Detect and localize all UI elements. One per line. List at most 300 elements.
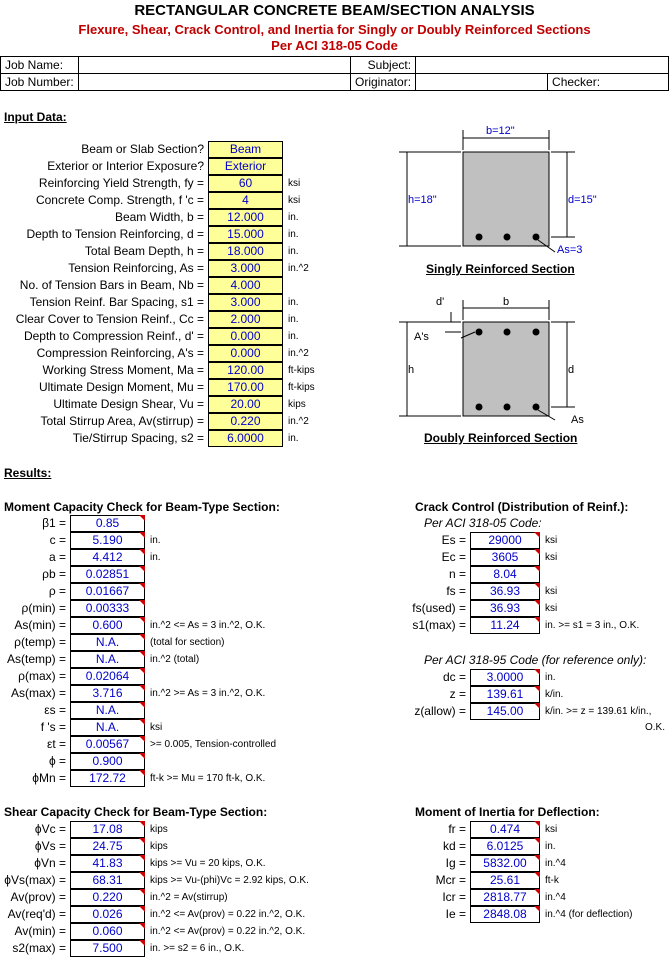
comment-marker-icon — [139, 634, 145, 640]
crack-row-label: fs(used) = — [412, 601, 466, 615]
input-row-label: Beam or Slab Section? — [81, 142, 204, 156]
comment-marker-icon — [139, 838, 145, 844]
inertia-row-value-text: 2818.77 — [483, 890, 527, 904]
checker-cell[interactable] — [548, 74, 669, 91]
shear-row-value-text: 0.026 — [92, 907, 123, 921]
rebar-circle — [476, 404, 483, 411]
crack-row-note: ksi — [545, 603, 558, 614]
crack-row-label: n = — [448, 567, 466, 581]
input-row-value-text: 170.00 — [227, 380, 264, 394]
crack-ref-row-note: k/in. >= z = 139.61 k/in., — [545, 706, 652, 717]
input-row-value-text: 4.000 — [230, 278, 261, 292]
input-row-value[interactable] — [208, 260, 283, 277]
moment-row-label: ρb = — [42, 567, 66, 581]
crack-ref-row-value-text: 3.0000 — [486, 670, 524, 684]
comment-marker-icon — [139, 583, 145, 589]
rebar-circle — [533, 234, 540, 241]
shear-row-value — [70, 889, 145, 906]
moment-row-note: in.^2 >= As = 3 in.^2, O.K. — [150, 688, 266, 699]
comment-marker-icon — [139, 889, 145, 895]
comment-marker-icon — [139, 651, 145, 657]
diagram2-h-label: h — [408, 364, 415, 376]
input-row-label: No. of Tension Bars in Beam, Nb = — [19, 278, 204, 292]
moment-row-value — [70, 583, 145, 600]
comment-marker-icon — [534, 889, 540, 895]
input-row-label: Exterior or Interior Exposure? — [47, 159, 204, 173]
comment-marker-icon — [534, 583, 540, 589]
moment-row-label: ρ(temp) = — [14, 635, 66, 649]
moment-row-value-text: 4.412 — [92, 550, 123, 564]
crack-row-value-text: 3605 — [491, 550, 519, 564]
inertia-row-note: in. — [545, 841, 556, 852]
input-row-value[interactable] — [208, 413, 283, 430]
doubly-reinforced-diagram — [395, 294, 595, 434]
crack-ref-row-label: z = — [449, 687, 466, 701]
moment-row-label: εt = — [46, 737, 66, 751]
input-row-value-text: Beam — [229, 142, 262, 156]
diagram1-d-label: d=15" — [568, 194, 597, 206]
moment-row-value-text: N.A. — [95, 720, 120, 734]
comment-marker-icon — [534, 549, 540, 555]
comment-marker-icon — [534, 566, 540, 572]
moment-row-note: >= 0.005, Tension-controlled — [150, 739, 277, 750]
shear-row-note: kips >= Vu-(phi)Vc = 2.92 kips, O.K. — [150, 875, 309, 886]
shear-row-note: in.^2 <= Av(prov) = 0.22 in.^2, O.K. — [150, 926, 306, 937]
crack-ok-note: O.K. — [645, 722, 666, 733]
job-header — [0, 56, 669, 91]
crack-row-note: ksi — [545, 586, 558, 597]
moment-row-note: ksi — [150, 722, 163, 733]
moment-row-note: in.^2 (total) — [150, 654, 200, 665]
shear-row-note: in.^2 <= Av(prov) = 0.22 in.^2, O.K. — [150, 909, 306, 920]
comment-marker-icon — [139, 906, 145, 912]
rebar-circle — [533, 329, 540, 336]
input-row-unit: in. — [288, 212, 299, 223]
inertia-row-note: ft-k — [545, 875, 559, 886]
shear-row-value-text: 0.220 — [92, 890, 123, 904]
moment-row-label: As(temp) = — [6, 652, 66, 666]
input-row-value[interactable] — [208, 192, 283, 209]
inertia-row-value-text: 25.61 — [489, 873, 521, 887]
crack-sub1: Per ACI 318-05 Code: — [424, 516, 542, 530]
shear-row-label: ϕVs = — [34, 839, 66, 853]
input-row-value[interactable] — [208, 175, 283, 192]
crack-row-value-text: 8.04 — [493, 567, 517, 581]
input-row-value[interactable] — [208, 209, 283, 226]
input-row-value-text: Exterior — [224, 159, 267, 173]
moment-row-label: a = — [48, 550, 66, 564]
shear-row-value — [70, 906, 145, 923]
code-reference: Per ACI 318-05 Code — [271, 38, 398, 53]
input-row-value[interactable] — [208, 396, 283, 413]
crack-heading: Crack Control (Distribution of Reinf.): — [415, 500, 629, 514]
crack-ref-row-value-text: 139.61 — [486, 687, 524, 701]
comment-marker-icon — [534, 703, 540, 709]
diagram2-d-label: d — [568, 364, 575, 376]
crack-row-value-text: 29000 — [488, 533, 522, 547]
input-row-label: Tie/Stirrup Spacing, s2 = — [72, 431, 204, 445]
input-row-value[interactable] — [208, 226, 283, 243]
shear-row-value-text: 68.31 — [92, 873, 123, 887]
crack-ref-row-value-text: 145.00 — [486, 704, 524, 718]
moment-row-value — [70, 702, 145, 719]
crack-ref-row-value — [470, 686, 540, 703]
input-heading: Input Data: — [4, 110, 67, 124]
moment-row-note: in. — [150, 552, 161, 563]
input-row-unit: ksi — [288, 195, 301, 206]
comment-marker-icon — [139, 719, 145, 725]
moment-row-value-text: 172.72 — [89, 771, 126, 785]
moment-row-label: f 's = — [40, 720, 66, 734]
inertia-row-value — [470, 838, 540, 855]
moment-row-value — [70, 600, 145, 617]
shear-row-label: ϕVc = — [34, 822, 66, 836]
input-row-value[interactable] — [208, 141, 283, 158]
shear-row-value — [70, 855, 145, 872]
shear-row-note: in.^2 = Av(stirrup) — [150, 892, 228, 903]
moment-row-value-text: 5.190 — [92, 533, 123, 547]
inertia-row-label: Mcr = — [435, 873, 466, 887]
comment-marker-icon — [534, 600, 540, 606]
moment-row-label: ρ(min) = — [21, 601, 66, 615]
comment-marker-icon — [139, 532, 145, 538]
job-number-field[interactable] — [79, 74, 351, 91]
crack-ref-row-note: in. — [545, 672, 556, 683]
shear-row-value — [70, 923, 145, 940]
inertia-row-note: in.^4 — [545, 858, 566, 869]
input-row-unit: in.^2 — [288, 263, 309, 274]
shear-row-value — [70, 872, 145, 889]
moment-row-value — [70, 634, 145, 651]
moment-row-value-text: 0.01667 — [85, 584, 130, 598]
comment-marker-icon — [534, 617, 540, 623]
crack-sub2: Per ACI 318-95 Code (for reference only): — [424, 653, 647, 667]
moment-row-value-text: N.A. — [95, 652, 120, 666]
comment-marker-icon — [139, 940, 145, 946]
input-row-value-text: 15.000 — [227, 227, 264, 241]
moment-row-value-text: N.A. — [95, 703, 120, 717]
comment-marker-icon — [534, 906, 540, 912]
comment-marker-icon — [139, 770, 145, 776]
inertia-heading: Moment of Inertia for Deflection: — [415, 805, 600, 819]
input-row-value-text: 12.000 — [227, 210, 264, 224]
shear-row-note: kips >= Vu = 20 kips, O.K. — [150, 858, 266, 869]
diagram2-aps-label: A's — [414, 331, 429, 343]
input-row-value-text: 3.000 — [230, 295, 261, 309]
input-row-unit: ft-kips — [288, 382, 315, 393]
input-row-value-text: 2.000 — [230, 312, 261, 326]
shear-row-value-text: 17.08 — [92, 822, 123, 836]
input-row-label: Tension Reinforcing, As = — [68, 261, 204, 275]
page-subtitle: Flexure, Shear, Crack Control, and Inertia for Singly or Doubly Reinforced Sections — [78, 22, 591, 37]
moment-row-note: ft-k >= Mu = 170 ft-k, O.K. — [150, 773, 266, 784]
inertia-row-value-text: 5832.00 — [483, 856, 527, 870]
shear-row-note: in. >= s2 = 6 in., O.K. — [150, 943, 245, 954]
crack-row-note: in. >= s1 = 3 in., O.K. — [545, 620, 640, 631]
moment-row-value-text: 0.00333 — [85, 601, 130, 615]
comment-marker-icon — [139, 515, 145, 521]
input-row-value[interactable] — [208, 294, 283, 311]
crack-ref-row-value — [470, 703, 540, 720]
crack-ref-row-note: k/in. — [545, 689, 564, 700]
input-row-unit: in. — [288, 314, 299, 325]
input-row-value[interactable] — [208, 311, 283, 328]
comment-marker-icon — [534, 838, 540, 844]
input-row-label: Total Beam Depth, h = — [84, 244, 204, 258]
input-row-unit: in. — [288, 433, 299, 444]
rebar-circle — [504, 404, 511, 411]
comment-marker-icon — [534, 872, 540, 878]
input-row-unit: in. — [288, 331, 299, 342]
comment-marker-icon — [139, 736, 145, 742]
shear-row-value — [70, 838, 145, 855]
originator-field[interactable] — [416, 74, 548, 91]
comment-marker-icon — [139, 549, 145, 555]
shear-row-value — [70, 821, 145, 838]
comment-marker-icon — [139, 617, 145, 623]
crack-row-value — [470, 617, 540, 634]
moment-row-label: As(min) = — [14, 618, 66, 632]
moment-row-value-text: 3.716 — [92, 686, 123, 700]
crack-row-note: ksi — [545, 552, 558, 563]
page-title: RECTANGULAR CONCRETE BEAM/SECTION ANALYSIS — [134, 2, 535, 19]
input-row-value-text: 3.000 — [230, 261, 261, 275]
input-row-label: Ultimate Design Shear, Vu = — [53, 397, 204, 411]
input-row-unit: in.^2 — [288, 416, 309, 427]
input-row-label: Clear Cover to Tension Reinf., Cc = — [15, 312, 204, 326]
moment-row-value-text: 0.00567 — [85, 737, 130, 751]
moment-row-value — [70, 532, 145, 549]
input-row-value-text: 0.000 — [230, 346, 261, 360]
shear-row-label: Av(req'd) = — [7, 907, 66, 921]
moment-row-note: in. — [150, 535, 161, 546]
inertia-row-label: Icr = — [442, 890, 466, 904]
shear-row-label: ϕVn = — [34, 856, 66, 870]
inertia-row-value-text: 2848.08 — [483, 907, 527, 921]
shear-row-note: kips — [150, 841, 168, 852]
input-row-label: Concrete Comp. Strength, f 'c = — [35, 193, 204, 207]
inertia-row-note: in.^4 — [545, 892, 566, 903]
input-row-value[interactable] — [208, 345, 283, 362]
crack-row-value — [470, 549, 540, 566]
inertia-row-label: Ig = — [445, 856, 466, 870]
inertia-row-value — [470, 889, 540, 906]
crack-row-value — [470, 566, 540, 583]
inertia-row-value-text: 0.474 — [489, 822, 521, 836]
moment-row-value — [70, 719, 145, 736]
input-row-value-text: 18.000 — [227, 244, 264, 258]
diagram2-dprime-label: d' — [436, 296, 445, 308]
crack-row-label: Es = — [441, 533, 466, 547]
rebar-circle — [504, 329, 511, 336]
crack-row-label: Ec = — [441, 550, 466, 564]
moment-row-label: β1 = — [42, 516, 66, 530]
beam-section-rect — [463, 322, 549, 416]
moment-row-value — [70, 515, 145, 532]
comment-marker-icon — [139, 702, 145, 708]
input-row-label: Compression Reinforcing, A's = — [36, 346, 204, 360]
crack-row-label: fs = — [446, 584, 466, 598]
input-row-value[interactable] — [208, 158, 283, 175]
comment-marker-icon — [139, 923, 145, 929]
comment-marker-icon — [139, 600, 145, 606]
input-row-unit: in. — [288, 229, 299, 240]
moment-row-note: (total for section) — [150, 637, 225, 648]
checker-label: Checker: — [552, 75, 601, 89]
subject-field[interactable] — [416, 57, 669, 74]
shear-heading: Shear Capacity Check for Beam-Type Section: — [4, 805, 268, 819]
inertia-row-note: ksi — [545, 824, 558, 835]
input-row-label: Beam Width, b = — [114, 210, 204, 224]
moment-row-note: in.^2 <= As = 3 in.^2, O.K. — [150, 620, 266, 631]
shear-row-label: Av(min) = — [14, 924, 66, 938]
crack-row-label: s1(max) = — [412, 618, 466, 632]
crack-row-value — [470, 583, 540, 600]
shear-row-label: Av(prov) = — [10, 890, 66, 904]
input-row-value-text: 6.0000 — [227, 431, 264, 445]
inertia-row-label: fr = — [448, 822, 466, 836]
input-row-unit: ft-kips — [288, 365, 315, 376]
inertia-row-value — [470, 855, 540, 872]
input-row-label: Depth to Compression Reinf., d' = — [23, 329, 204, 343]
inertia-row-label: Ie = — [445, 907, 466, 921]
input-row-unit: in.^2 — [288, 348, 309, 359]
inertia-row-label: kd = — [442, 839, 466, 853]
moment-row-label: As(max) = — [10, 686, 66, 700]
comment-marker-icon — [139, 685, 145, 691]
job-name-label: Job Name: — [1, 57, 79, 74]
moment-row-value-text: 0.600 — [92, 618, 123, 632]
inertia-row-value — [470, 906, 540, 923]
moment-row-value — [70, 549, 145, 566]
moment-row-value — [70, 753, 145, 770]
input-row-value[interactable] — [208, 430, 283, 447]
shear-row-value — [70, 940, 145, 957]
input-row-value[interactable] — [208, 243, 283, 260]
shear-row-value-text: 0.060 — [92, 924, 123, 938]
moment-row-label: c = — [49, 533, 66, 547]
moment-row-value — [70, 566, 145, 583]
moment-row-value — [70, 770, 145, 787]
comment-marker-icon — [534, 821, 540, 827]
input-row-value-text: 4 — [242, 193, 249, 207]
rebar-circle — [533, 404, 540, 411]
moment-row-value — [70, 736, 145, 753]
input-row-label: Reinforcing Yield Strength, fy = — [38, 176, 204, 190]
inertia-row-note: in.^4 (for deflection) — [545, 909, 633, 920]
comment-marker-icon — [534, 669, 540, 675]
input-row-unit: kips — [288, 399, 306, 410]
comment-marker-icon — [139, 821, 145, 827]
shear-row-note: kips — [150, 824, 168, 835]
crack-row-note: ksi — [545, 535, 558, 546]
shear-row-value-text: 7.500 — [92, 941, 123, 955]
input-row-value-text: 120.00 — [227, 363, 264, 377]
crack-ref-row-value — [470, 669, 540, 686]
diagram1-as-label: As=3 — [557, 244, 583, 256]
inertia-row-value-text: 6.0125 — [486, 839, 524, 853]
rebar-circle — [476, 329, 483, 336]
diagram1-b-label: b=12" — [486, 125, 515, 137]
diagram2-b-label: b — [503, 296, 510, 308]
input-row-label: Ultimate Design Moment, Mu = — [38, 380, 204, 394]
comment-marker-icon — [139, 753, 145, 759]
diagram1-caption: Singly Reinforced Section — [426, 262, 575, 276]
moment-row-value-text: 0.85 — [95, 516, 120, 530]
job-number-label: Job Number: — [1, 74, 79, 91]
inertia-row-value — [470, 821, 540, 838]
input-row-label: Depth to Tension Reinforcing, d = — [26, 227, 204, 241]
moment-row-value — [70, 685, 145, 702]
diagram2-caption: Doubly Reinforced Section — [424, 431, 578, 445]
input-row-label: Total Stirrup Area, Av(stirrup) = — [40, 414, 204, 428]
input-row-value-text: 20.00 — [230, 397, 261, 411]
crack-ref-row-label: dc = — [442, 670, 466, 684]
moment-row-label: ρ(max) = — [18, 669, 66, 683]
moment-row-value — [70, 651, 145, 668]
shear-row-value-text: 41.83 — [92, 856, 123, 870]
crack-row-value — [470, 600, 540, 617]
rebar-circle — [476, 234, 483, 241]
input-row-value[interactable] — [208, 328, 283, 345]
subject-label: Subject: — [351, 57, 416, 74]
comment-marker-icon — [139, 668, 145, 674]
moment-row-label: ρ = — [48, 584, 66, 598]
rebar-circle — [504, 234, 511, 241]
moment-row-value — [70, 668, 145, 685]
comment-marker-icon — [139, 872, 145, 878]
inertia-row-value — [470, 872, 540, 889]
moment-row-label: εs = — [44, 703, 66, 717]
shear-row-label: s2(max) = — [12, 941, 66, 955]
input-row-value-text: 60 — [238, 176, 253, 190]
beam-section-rect — [463, 152, 549, 246]
crack-row-value-text: 36.93 — [489, 584, 521, 598]
job-name-field[interactable] — [79, 57, 351, 74]
input-row-value[interactable] — [208, 362, 283, 379]
input-row-label: Tension Reinf. Bar Spacing, s1 = — [29, 295, 204, 309]
originator-label: Originator: — [351, 74, 416, 91]
comment-marker-icon — [534, 686, 540, 692]
results-heading: Results: — [4, 466, 52, 480]
comment-marker-icon — [534, 532, 540, 538]
moment-row-value-text: 0.02851 — [85, 567, 130, 581]
moment-row-value-text: N.A. — [95, 635, 120, 649]
input-row-unit: in. — [288, 297, 299, 308]
moment-row-value-text: 0.02064 — [85, 669, 130, 683]
crack-row-value-text: 11.24 — [490, 618, 520, 632]
moment-heading: Moment Capacity Check for Beam-Type Section: — [4, 500, 280, 514]
comment-marker-icon — [139, 566, 145, 572]
input-row-value[interactable] — [208, 379, 283, 396]
comment-marker-icon — [139, 855, 145, 861]
input-row-label: Working Stress Moment, Ma = — [42, 363, 204, 377]
comment-marker-icon — [534, 855, 540, 861]
crack-row-value-text: 36.93 — [489, 601, 521, 615]
moment-row-value-text: 0.900 — [92, 754, 123, 768]
diagram1-h-label: h=18" — [408, 194, 437, 206]
input-row-value[interactable] — [208, 277, 283, 294]
moment-row-label: ϕMn = — [32, 771, 66, 785]
shear-row-label: ϕVs(max) = — [4, 873, 66, 887]
crack-row-value — [470, 532, 540, 549]
input-row-unit: in. — [288, 246, 299, 257]
moment-row-label: ϕ = — [48, 754, 66, 768]
crack-ref-row-label: z(allow) = — [414, 704, 466, 718]
input-row-value-text: 0.000 — [230, 329, 261, 343]
shear-row-value-text: 24.75 — [92, 839, 123, 853]
input-row-value-text: 0.220 — [230, 414, 261, 428]
